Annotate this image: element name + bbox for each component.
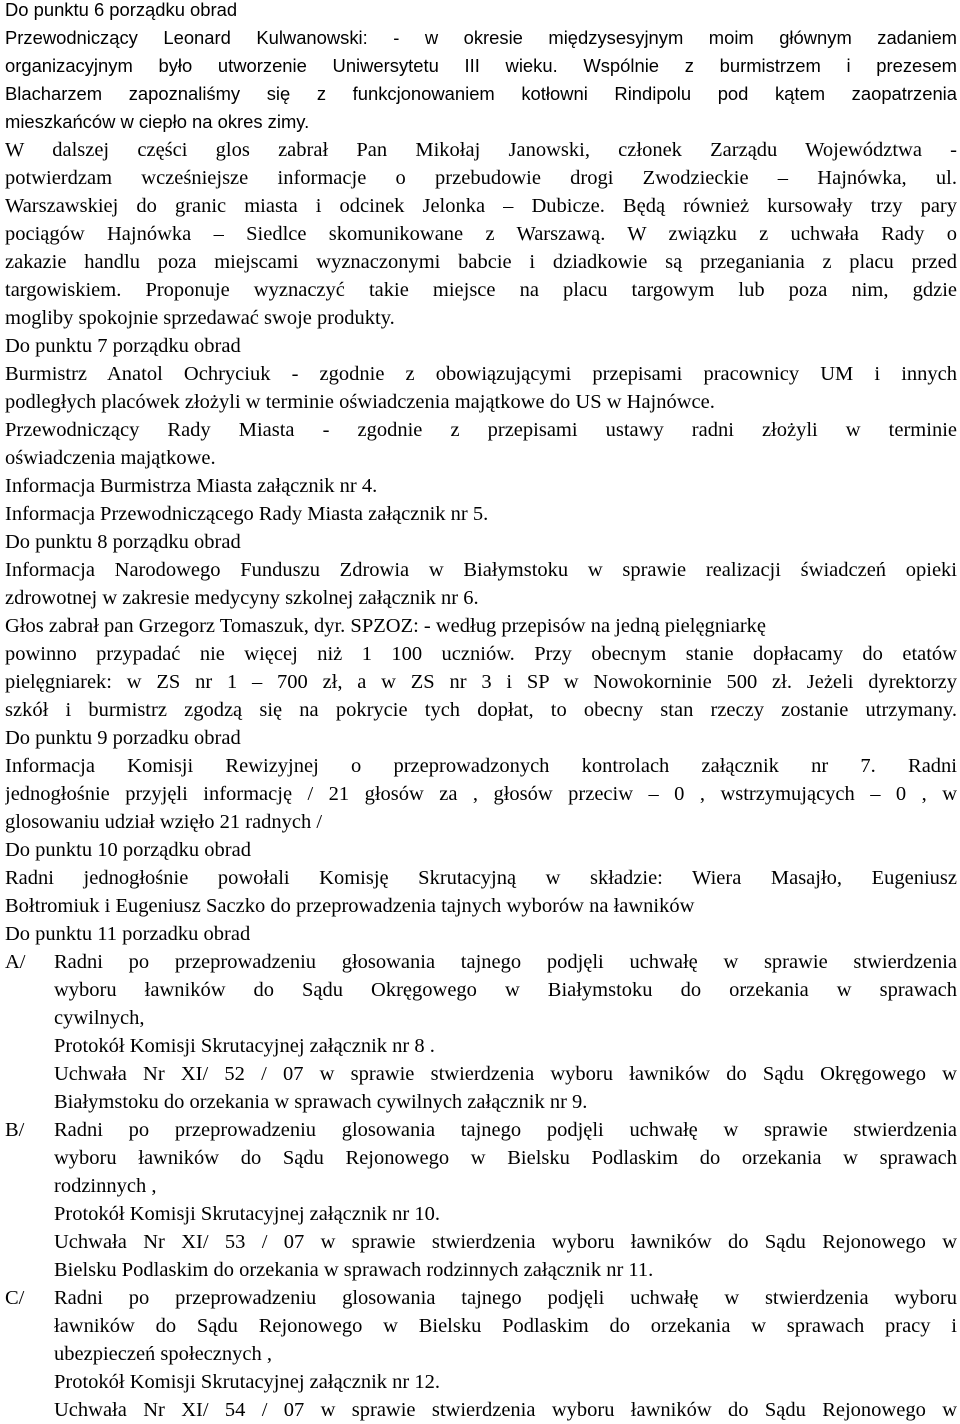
text-line: Informacja Komisji Rewizyjnej o przeprowadzonych kontrolach załącznik nr 7. Radni: [5, 755, 957, 777]
item-text-line: Uchwała Nr XI/ 52 / 07 w sprawie stwierdzenia wyboru ławników do Sądu Okręgowego w: [54, 1063, 957, 1085]
text-line: Bołtromiuk i Eugeniusz Saczko do przeprowadzenia tajnych wyborów na ławników: [5, 895, 695, 917]
text-line: Do punktu 11 porzadku obrad: [5, 923, 251, 945]
text-line: Informacja Burmistrza Miasta załącznik nr 4.: [5, 475, 378, 497]
document-body: [5, 0, 957, 948]
text-line: zakazie handlu poza miejscami wyznaczonymi babcie i dziadkowie są przeganiania z placu przed: [5, 251, 957, 273]
item-text-line: Protokół Komisji Skrutacyjnej załącznik nr 10.: [54, 1203, 441, 1225]
text-line: zdrowotnej w zakresie medycyny szkolnej załącznik nr 6.: [5, 587, 479, 609]
item-body: [54, 948, 957, 1116]
text-line: pociągów Hajnówka – Siedlce skomunikowane z Warszawą. W związku z uchwała Rady o: [5, 223, 957, 245]
text-line: glosowaniu udział wzięło 21 radnych /: [5, 811, 323, 833]
text-line: pielęgniarek: w ZS nr 1 – 700 zł, a w ZS nr 3 i SP w Nowokorninie 500 zł. Jeżeli dyrektorzy: [5, 671, 957, 693]
text-line: targowiskiem. Proponuje wyznaczyć takie miejsce na placu targowym lub poza nim, gdzie: [5, 279, 957, 301]
item-text-line: cywilnych,: [54, 1007, 145, 1029]
document-page: [5, 0, 957, 1424]
text-line: podległych placówek złożyli w terminie oświadczenia majątkowe do US w Hajnówce.: [5, 391, 715, 413]
item-body: [54, 1284, 957, 1424]
item-text-line: wyboru ławników do Sądu Okręgowego w Białymstoku do orzekania w sprawach: [54, 979, 957, 1001]
text-line: organizacyjnym było utworzenie Uniwersytetu III wieku. Wspólnie z burmistrzem i prezesem: [5, 55, 957, 76]
resolution-item: [5, 1284, 957, 1424]
text-line: W dalszej części glos zabrał Pan Mikołaj Janowski, członek Zarządu Województwa -: [5, 139, 957, 161]
text-line: szkół i burmistrz zgodzą się na pokrycie tych dopłat, to obecny stan rzeczy zostanie utrzymany.: [5, 699, 957, 721]
text-line: Blacharzem zapoznaliśmy się z funkcjonowaniem kotłowni Rindipolu pod kątem zaopatrzenia: [5, 83, 957, 104]
text-line: Do punktu 6 porządku obrad: [5, 0, 238, 20]
text-line: oświadczenia majątkowe.: [5, 447, 216, 469]
item-marker: B/: [5, 1119, 25, 1141]
item-text-line: ławników do Sądu Rejonowego w Bielsku Podlaskim do orzekania w sprawach pracy i: [54, 1315, 957, 1337]
text-line: Przewodniczący Leonard Kulwanowski: - w okresie międzysesyjnym moim głównym zadaniem: [5, 27, 957, 48]
item-text-line: Uchwała Nr XI/ 54 / 07 w sprawie stwierdzenia wyboru ławników do Sądu Rejonowego w: [54, 1399, 957, 1421]
text-line: powinno przypadać nie więcej niż 1 100 uczniów. Przy obecnym stanie dopłacamy do etatów: [5, 643, 957, 665]
text-line: Burmistrz Anatol Ochryciuk - zgodnie z obowiązującymi przepisami pracownicy UM i innych: [5, 363, 957, 385]
text-line: Do punktu 7 porządku obrad: [5, 335, 241, 357]
text-line: Do punktu 9 porzadku obrad: [5, 727, 241, 749]
item-text-line: Radni po przeprowadzeniu glosowania tajnego podjęli uchwałę w stwierdzenia wyboru: [54, 1287, 957, 1309]
item-text-line: Białymstoku do orzekania w sprawach cywilnych załącznik nr 9.: [54, 1091, 588, 1113]
item-text-line: Radni po przeprowadzeniu glosowania tajnego podjęli uchwałę w sprawie stwierdzenia: [54, 1119, 957, 1141]
item-text-line: Protokół Komisji Skrutacyjnej załącznik nr 12.: [54, 1371, 441, 1393]
text-line: potwierdzam wcześniejsze informacje o przebudowie drogi Zwodzieckie – Hajnówka, ul.: [5, 167, 957, 189]
item-text-line: wyboru ławników do Sądu Rejonowego w Bielsku Podlaskim do orzekania w sprawach: [54, 1147, 957, 1169]
item-text-line: Radni po przeprowadzeniu głosowania tajnego podjęli uchwałę w sprawie stwierdzenia: [54, 951, 957, 973]
text-line: Do punktu 10 porządku obrad: [5, 839, 251, 861]
text-line: Przewodniczący Rady Miasta - zgodnie z przepisami ustawy radni złożyli w terminie: [5, 419, 957, 441]
item-marker: A/: [5, 951, 26, 973]
resolution-list: [5, 948, 957, 1424]
item-text-line: Protokół Komisji Skrutacyjnej załącznik nr 8 .: [54, 1035, 435, 1057]
item-text-line: Bielsku Podlaskim do orzekania w sprawach rodzinnych załącznik nr 11.: [54, 1259, 654, 1281]
resolution-item: [5, 948, 957, 1116]
item-marker: C/: [5, 1287, 25, 1309]
text-line: jednogłośnie przyjęli informację / 21 głosów za , głosów przeciw – 0 , wstrzymujących – 0 , w: [5, 783, 957, 805]
text-line: Informacja Narodowego Funduszu Zdrowia w Białymstoku w sprawie realizacji świadczeń opieki: [5, 559, 957, 581]
item-text-line: ubezpieczeń społecznych ,: [54, 1343, 272, 1365]
text-line: Głos zabrał pan Grzegorz Tomaszuk, dyr. SPZOZ: - według przepisów na jedną pielęgniarkę: [5, 615, 767, 637]
text-line: mieszkańców w ciepło na okres zimy.: [5, 111, 310, 132]
item-text-line: rodzinnych ,: [54, 1175, 157, 1197]
text-line: Informacja Przewodniczącego Rady Miasta załącznik nr 5.: [5, 503, 489, 525]
item-text-line: Uchwała Nr XI/ 53 / 07 w sprawie stwierdzenia wyboru ławników do Sądu Rejonowego w: [54, 1231, 957, 1253]
text-line: Do punktu 8 porządku obrad: [5, 531, 241, 553]
text-line: Warszawskiej do granic miasta i odcinek Jelonka – Dubicze. Będą również kursowały trzy pary: [5, 195, 957, 217]
item-body: [54, 1116, 957, 1284]
resolution-item: [5, 1116, 957, 1284]
text-line: Radni jednogłośnie powołali Komisję Skrutacyjną w składzie: Wiera Masajło, Eugeniusz: [5, 867, 957, 889]
text-line: mogliby spokojnie sprzedawać swoje produkty.: [5, 307, 395, 329]
